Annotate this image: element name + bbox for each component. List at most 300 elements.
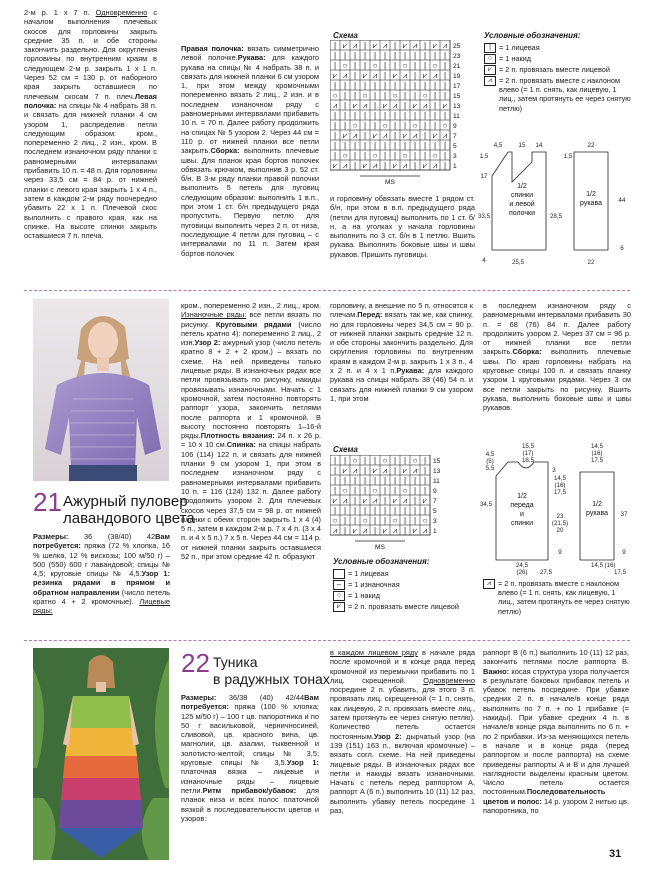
chart-stitch-symbol: | [433, 51, 437, 60]
chart-stitch-symbol: | [393, 141, 397, 150]
chart-stitch-symbol: ○ [432, 151, 438, 160]
chart-stitch-symbol: ⩗ [362, 71, 368, 80]
s2-front-label-0: 1/2 [517, 493, 527, 500]
chart-stitch-symbol: | [343, 141, 347, 150]
s2-legend-extra-label: = 2 п. провязать вместе с наклоном влево (= 1 п. снять, как лицевую, 1 лиц., затем протянуть ее через снятую петлю) [498, 579, 630, 616]
text-run: вязать симметрично левой полочке. [181, 44, 319, 63]
rainbow-tunic-illustration [33, 648, 169, 860]
chart-stitch-symbol: | [383, 476, 387, 485]
chart-stitch-symbol: | [413, 91, 417, 100]
chart-stitch-symbol: | [413, 476, 417, 485]
chart-stitch-symbol: | [393, 456, 397, 465]
chart-stitch-symbol: | [393, 131, 397, 140]
chart-stitch-symbol: | [393, 476, 397, 485]
s3-model-number: 22 [181, 648, 210, 678]
chart-stitch-symbol: | [353, 51, 357, 60]
chart-row-label: 13 [453, 103, 461, 110]
chart-stitch-symbol: ⩘ [352, 41, 358, 50]
chart-stitch-symbol: | [333, 121, 337, 130]
pattern-dimension-label: 14,5 [553, 475, 567, 482]
pattern-dimension-label: 15 [518, 142, 526, 149]
s1-knit-chart [330, 40, 470, 200]
pattern-dimension-label: 4,5 [493, 142, 503, 149]
text-run: Узор 1: [286, 758, 319, 768]
chart-stitch-symbol: | [333, 41, 337, 50]
chart-stitch-symbol: | [373, 526, 377, 535]
chart-stitch-symbol: ⩗ [332, 496, 338, 505]
text-run: Размеры: [33, 532, 69, 541]
text-run: (число петель кратно 4): попеременно 2 лиц., 2 изн. [181, 319, 321, 348]
chart-row-label: 5 [453, 143, 457, 150]
legend-row [333, 591, 483, 601]
text-run: Узор 2: [373, 731, 402, 741]
chart-ms-label: MS [375, 544, 385, 551]
chart-stitch-symbol: | [413, 486, 417, 495]
chart-stitch-symbol: | [443, 81, 447, 90]
s2-text-col1 [33, 532, 170, 622]
photo-rainbow-tunic [33, 648, 169, 860]
text-run: Последовательность цветов и полос: [483, 787, 606, 806]
chart-stitch-symbol: ⩗ [392, 71, 398, 80]
chart-stitch-symbol: | [373, 111, 377, 120]
legend-label: = 1 лицевая [499, 43, 540, 52]
chart-stitch-symbol: | [393, 41, 397, 50]
s2-pattern-diagram [480, 442, 632, 576]
chart-stitch-symbol: | [383, 71, 387, 80]
chart-stitch-symbol: | [333, 476, 337, 485]
pattern-dimension-label: 28,5 [549, 213, 563, 220]
chart-stitch-symbol: | [443, 141, 447, 150]
pattern-dimension-label: 14,5 [590, 562, 604, 569]
text-run: Вам потребуется: [33, 532, 170, 551]
text-run: в начале ряда после кромочной и в конце ряда перед кромочной из перемычки прибавить по 1 лиц. скрещенной. [330, 648, 475, 685]
chart-stitch-symbol: | [373, 91, 377, 100]
chart-stitch-symbol: | [343, 51, 347, 60]
s1-front-label-0: 1/2 [517, 183, 527, 190]
legend-label: = 2 п. провязать вместе лицевой [348, 602, 459, 611]
text-run: Размеры: [181, 693, 217, 702]
chart-stitch-symbol: | [423, 121, 427, 130]
chart-stitch-symbol: | [343, 516, 347, 525]
s1-text-col3 [330, 194, 475, 274]
chart-stitch-symbol: ○ [402, 151, 408, 160]
chart-stitch-symbol: | [363, 41, 367, 50]
text-run: в каждом лицевом ряду [330, 648, 418, 657]
text-run: 14 р. узором 2 нитью цв. папоротника, по [483, 796, 629, 816]
chart-stitch-symbol: | [353, 151, 357, 160]
s3-title-line1: Туника [213, 654, 258, 670]
chart-stitch-symbol: ⩘ [342, 71, 348, 80]
text-run: с началом выполнения плечевых скосов для горловины закрыть средние 35 п. и обе стороны закончить раздельно. Для округления горловины по внутренним краям в следующем 2-м р. закрыть 1 х 1 п. Через 52 см = 130 р. от наборного края закрыть оставшиеся по плечевым скосам 7 п. плеч. [24, 8, 157, 101]
pattern-dimension-label: (17) [522, 450, 534, 457]
chart-stitch-symbol: ⩗ [402, 41, 408, 50]
text-run: Одновременно [95, 8, 148, 17]
chart-row-label: 21 [453, 63, 461, 70]
chart-stitch-symbol: | [383, 61, 387, 70]
chart-stitch-symbol: | [413, 141, 417, 150]
text-run: Правая полочка: [181, 44, 244, 53]
chart-stitch-symbol: ○ [352, 121, 358, 130]
legend-row [484, 65, 634, 75]
chart-stitch-symbol: | [383, 496, 387, 505]
chart-stitch-symbol: ⩘ [442, 131, 448, 140]
s2-title-line2: лавандового цвета [63, 510, 195, 527]
chart-stitch-symbol: | [353, 161, 357, 170]
divider-1 [24, 290, 630, 291]
chart-stitch-symbol: | [403, 121, 407, 130]
chart-stitch-symbol: | [353, 111, 357, 120]
text-run: на спицы № 4 набрать 38 п. и связать для нижней планки 4 см узором 1, распределив петли следующим образом: кром., попеременно 2 лиц., 2 изн., кром. В последнем изнаночном ряду планки с равномерными интервалами прибавить 10 п. = 48 п. Для горловины через 33,5 см = 84 р. от нижней планки с левого края закрыть 1 х 4 п., затем в каждом 2-м ряду поочередно убавить 22 х 1 п. Плечевой скос выполнить с правого края, как на спинке. На высоте спинки закрыть оставшиеся 7 п. плеча. [24, 100, 157, 241]
chart-stitch-symbol: ○ [372, 61, 378, 70]
pattern-dimension-label: 1,5 [479, 153, 489, 160]
legend-label: = 1 накид [348, 591, 380, 600]
chart-stitch-symbol: ⩘ [362, 526, 368, 535]
pattern-dimension-label: 22 [587, 142, 595, 149]
text-run: для каждого рукава на спицы № 4 набрать 38 п. и связать для нижней планки 6 см узором 1, при этом между кромочными попеременно вязать 2 лиц., 2 изн. и в последнем изнаночном ряду с равномерными интервалами прибавить 10 п. = 70 п. Далее работу продолжить на спицах № 5 узором 2. Через 44 см = 110 р. от нижней планки все петли закрыть. [181, 53, 319, 156]
chart-stitch-symbol: | [383, 141, 387, 150]
chart-stitch-symbol: | [363, 51, 367, 60]
chart-stitch-symbol: | [423, 486, 427, 495]
pattern-dimension-label: (16) [591, 450, 603, 457]
chart-stitch-symbol: ⩗ [342, 41, 348, 50]
chart-stitch-symbol: | [383, 161, 387, 170]
s3-text-col2 [330, 648, 475, 863]
chart-stitch-symbol: | [403, 141, 407, 150]
chart-stitch-symbol: ⩘ [402, 161, 408, 170]
pattern-dimension-label: 20 [556, 527, 564, 534]
chart-stitch-symbol: | [363, 61, 367, 70]
text-run: Сборка: [210, 146, 240, 156]
chart-stitch-symbol: | [393, 61, 397, 70]
chart-row-label: 9 [453, 123, 457, 130]
pattern-dimension-label: (5) [486, 458, 494, 465]
chart-stitch-symbol: | [413, 496, 417, 505]
text-run: для планок низа и всех полос платочной вязкой в последовательности цветов и узоров: [181, 785, 319, 823]
chart-stitch-symbol: ⩘ [372, 161, 378, 170]
chart-stitch-symbol: | [333, 131, 337, 140]
legend-label: = 1 накид [499, 54, 531, 63]
chart-stitch-symbol: ⩗ [432, 131, 438, 140]
chart-row-label: 13 [433, 468, 441, 475]
chart-stitch-symbol: | [373, 141, 377, 150]
s2-text-col2 [181, 301, 321, 631]
chart-stitch-symbol: ⩘ [412, 466, 418, 475]
pattern-dimension-label: 24,5 [515, 562, 529, 569]
chart-stitch-symbol: ○ [372, 151, 378, 160]
chart-stitch-symbol: ⩗ [352, 101, 358, 110]
divider-2 [24, 640, 630, 641]
chart-stitch-symbol: | [353, 141, 357, 150]
chart-stitch-symbol: | [413, 71, 417, 80]
chart-stitch-symbol: | [403, 476, 407, 485]
chart-stitch-symbol: ⩗ [422, 161, 428, 170]
text-run: Вам потребуется: [181, 693, 319, 712]
chart-stitch-symbol: | [423, 506, 427, 515]
chart-stitch-symbol: | [353, 486, 357, 495]
chart-stitch-symbol: ○ [402, 61, 408, 70]
chart-stitch-symbol: | [333, 81, 337, 90]
chart-stitch-symbol: | [423, 141, 427, 150]
chart-stitch-symbol: | [433, 91, 437, 100]
text-run: 2-м р. 1 х 7 п. [24, 8, 96, 17]
chart-stitch-symbol: | [333, 466, 337, 475]
legend-row [333, 602, 483, 612]
chart-stitch-symbol: | [383, 486, 387, 495]
chart-stitch-symbol: ○ [412, 121, 418, 130]
chart-stitch-symbol: | [433, 141, 437, 150]
legend-label: = 2 п. провязать вместе с наклоном влево (= 1 п. снять, как лицевую, 1 лиц., затем протянуть ее через снятую петлю) [499, 76, 631, 113]
legend-symbol-icon: ⩗ [333, 602, 345, 612]
chart-stitch-symbol: | [343, 81, 347, 90]
s2-front-label-2: и [520, 511, 524, 518]
chart-stitch-symbol: | [373, 476, 377, 485]
chart-stitch-symbol: | [353, 516, 357, 525]
text-run: Изнаночные ряды: [181, 310, 247, 320]
text-run: пряжа (100 % хлопка; 125 м/50 г) – 100 г цв. папоротника и по 50 г васильковой, черничносиней, сливовой, цв. красного вина, цв. магнолии, цв. азалии, тыквенной и золотисто-желтой; спицы № 3,5; круговые спицы № 3,5. [181, 702, 319, 768]
lavender-pullover-illustration [33, 299, 169, 481]
chart-stitch-symbol: | [363, 141, 367, 150]
chart-stitch-symbol: | [363, 456, 367, 465]
chart-stitch-symbol: | [363, 506, 367, 515]
chart-stitch-symbol: | [403, 101, 407, 110]
chart-stitch-symbol: | [333, 111, 337, 120]
chart-stitch-symbol: ⩗ [332, 161, 338, 170]
chart-stitch-symbol: ⩗ [372, 131, 378, 140]
chart-stitch-symbol: ⩗ [422, 71, 428, 80]
text-run: горловину, а внешние по 5 п. относятся к плечам. [330, 301, 473, 320]
chart-stitch-symbol: | [353, 506, 357, 515]
chart-stitch-symbol: | [403, 456, 407, 465]
chart-stitch-symbol: | [373, 506, 377, 515]
pattern-dimension-label: 14 [535, 142, 543, 149]
chart-stitch-symbol: | [373, 456, 377, 465]
chart-stitch-symbol: ⩗ [342, 131, 348, 140]
chart-stitch-symbol: ⩗ [392, 496, 398, 505]
s2-legend-title: Условные обозначения: [333, 557, 430, 566]
chart-stitch-symbol: ○ [342, 151, 348, 160]
legend-row [484, 76, 634, 113]
s2-front-label-3: спинки [510, 520, 534, 527]
text-run: в последнем изнаночном ряду с равномерными интервалами прибавить 30 п. = 68 (76) 84 п. Далее работу продолжить узором 2. Через 37 см = 96 р. от нижней планки все петли закрыть. [483, 301, 631, 357]
text-run: 36 (38/40) 42 [68, 532, 156, 541]
text-run: выполнить плечевые швы. По краю горловины набрать на круговые спицы 100 п. и связать планку узором 1 круговыми рядами. Через 3 см все петли закрыть по рисунку. Вшить рукава, выполнить боковые швы и швы рукавов. [483, 347, 631, 413]
legend-symbol-icon: | [484, 43, 496, 53]
chart-stitch-symbol: ⩗ [332, 71, 338, 80]
chart-row-label: 11 [433, 478, 440, 485]
chart-stitch-symbol: ○ [382, 121, 388, 130]
pattern-dimension-label: 33,5 [478, 213, 491, 220]
chart-stitch-symbol: | [393, 121, 397, 130]
chart-stitch-symbol: | [343, 476, 347, 485]
pattern-dimension-label: 17 [480, 173, 488, 180]
chart-stitch-symbol: ⩗ [432, 41, 438, 50]
chart-stitch-symbol: | [363, 111, 367, 120]
pattern-dimension-label: 6 [620, 245, 624, 252]
chart-row-label: 23 [453, 53, 461, 60]
pattern-dimension-label: (21,5) [551, 520, 569, 527]
pattern-dimension-label: (16) [554, 482, 566, 489]
chart-stitch-symbol: | [343, 91, 347, 100]
chart-stitch-symbol: | [403, 506, 407, 515]
legend-row [484, 43, 634, 53]
s2-knit-chart [330, 455, 460, 555]
chart-stitch-symbol: | [443, 71, 447, 80]
chart-stitch-symbol: ⩗ [412, 526, 418, 535]
text-run: платочная вязка – лицевые и изнаночные ряды – лицевые петли. [181, 767, 319, 795]
pattern-dimension-label: 34,5 [480, 501, 493, 508]
chart-stitch-symbol: ⩗ [372, 466, 378, 475]
photo-lavender-pullover [33, 299, 169, 481]
chart-stitch-symbol: | [333, 151, 337, 160]
pattern-dimension-label: 15,5 [521, 443, 535, 450]
text-run: Перед: [357, 310, 383, 320]
chart-stitch-symbol: ⩘ [382, 131, 388, 140]
chart-stitch-symbol: ⩗ [352, 526, 358, 535]
chart-stitch-symbol: ○ [382, 456, 388, 465]
s3-text-col3 [483, 648, 629, 840]
chart-stitch-symbol: | [403, 81, 407, 90]
chart-stitch-symbol: | [393, 466, 397, 475]
chart-stitch-symbol: | [423, 476, 427, 485]
chart-stitch-symbol: | [353, 61, 357, 70]
chart-stitch-symbol: | [423, 61, 427, 70]
chart-stitch-symbol: ○ [342, 486, 348, 495]
chart-stitch-symbol: | [383, 91, 387, 100]
text-run: выполнить плечевые швы. Для планок края бортов полочек обвязать крючком, выполнив 3 р. 52 ст. б/н. В 3-м ряду планки правой полочки выполнить 5 петель для пуговиц следующим образом: выполнить 1 в.п., при этом 1 ст. б/н предыдущего ряда пропустить. Первую петлю для пуговицы выполнить через 2 п. от низа, последующие 4 петли для пуговиц – с интервалами по 11 п. Затем края бортов полочек [181, 146, 319, 258]
chart-row-label: 15 [453, 93, 461, 100]
chart-stitch-symbol: | [443, 61, 447, 70]
chart-row-label: 9 [433, 488, 437, 495]
chart-row-label: 1 [433, 528, 437, 535]
chart-stitch-symbol: | [363, 476, 367, 485]
chart-stitch-symbol: | [343, 506, 347, 515]
chart-stitch-symbol: | [383, 516, 387, 525]
chart-stitch-symbol: ⩘ [432, 71, 438, 80]
text-run: Левая полочка: [24, 91, 157, 110]
chart-stitch-symbol: ○ [392, 516, 398, 525]
text-run: Рукава: [396, 366, 425, 376]
chart-stitch-symbol: | [373, 121, 377, 130]
chart-stitch-symbol: ○ [392, 91, 398, 100]
chart-stitch-symbol: ○ [432, 61, 438, 70]
chart-stitch-symbol: ⩘ [422, 526, 428, 535]
chart-stitch-symbol: ○ [342, 61, 348, 70]
legend-row [333, 569, 483, 579]
s2-sleeve-label-0: 1/2 [592, 501, 602, 508]
chart-stitch-symbol: | [423, 131, 427, 140]
text-run: Узор 2: [194, 338, 221, 348]
pattern-dimension-label: 9 [622, 549, 626, 556]
chart-stitch-symbol: | [353, 71, 357, 80]
chart-row-label: 15 [433, 458, 441, 465]
text-run: Важно: [483, 666, 510, 676]
chart-stitch-symbol: | [363, 486, 367, 495]
chart-stitch-symbol: ⩘ [442, 41, 448, 50]
chart-stitch-symbol: ⩘ [412, 41, 418, 50]
chart-stitch-symbol: | [333, 61, 337, 70]
chart-stitch-symbol: | [383, 151, 387, 160]
text-run: пряжа (72 % хлопка, 16 % шелка, 12 % вискозы; 100 м/50 г) – 500 (550) 600 г лавандовой; спицы № 4,5; круговые спицы № 4,5. [33, 541, 170, 579]
chart-stitch-symbol: | [393, 486, 397, 495]
text-run: для каждого рукава на спицы набрать 38 (46) 54 п. и связать для нижней планки 9 см узором 1, при этом [330, 366, 473, 403]
pattern-dimension-label: 9 [558, 549, 562, 556]
legend-symbol-icon: ⩘ [484, 76, 496, 86]
pattern-dimension-label: 3 [552, 467, 556, 474]
chart-stitch-symbol: | [373, 101, 377, 110]
chart-stitch-symbol: | [343, 111, 347, 120]
s1-legend-title: Условные обозначения: [484, 31, 581, 40]
chart-stitch-symbol: ⩗ [382, 526, 388, 535]
chart-stitch-symbol: ⩗ [392, 161, 398, 170]
text-run: посредине 2 п. убавить, для этого 3 п. провязать лиц. скрещенной (= 1 п. снять, как лицевую, 2 п. провязать вместе лиц., затем протянуть ее через снятую петлю). Количество петель остается постоянным. [330, 685, 475, 741]
chart-stitch-symbol: | [443, 111, 447, 120]
chart-stitch-symbol: ⩗ [412, 101, 418, 110]
chart-stitch-symbol: ⩘ [342, 161, 348, 170]
chart-stitch-symbol: | [423, 456, 427, 465]
chart-stitch-symbol: ⩘ [402, 71, 408, 80]
text-run: 36/38 (40) 42/44 [216, 693, 305, 702]
chart-stitch-symbol: ○ [362, 91, 368, 100]
s1-sleeve-label-0: 1/2 [586, 191, 596, 198]
chart-stitch-symbol: ⩗ [362, 161, 368, 170]
chart-stitch-symbol: | [413, 506, 417, 515]
chart-stitch-symbol: | [363, 151, 367, 160]
s2-title [63, 493, 195, 527]
chart-row-label: 5 [433, 508, 437, 515]
chart-stitch-symbol: ⩘ [412, 131, 418, 140]
text-run: кром., попеременно 2 изн., 2 лиц., кром. [181, 301, 321, 310]
chart-stitch-symbol: | [403, 526, 407, 535]
pattern-dimension-label: 17,5 [590, 457, 604, 464]
text-run: Рукава: [237, 53, 266, 63]
chart-row-label: 19 [453, 73, 461, 80]
chart-stitch-symbol: ○ [372, 486, 378, 495]
text-run: все петли вязать по рисунку. [181, 310, 321, 329]
pattern-dimension-label: 27,5 [539, 569, 553, 576]
text-run: косая структура узора получается в результате боковых прибавок петель и убавок петель посредине. При убавке средних 2 п. в начале/в конце ряда выполнить по 7 п. + по 1 прибавке (= накиды). При убавке средних 4 п. в начале/в конце ряда выполнить по 6 п. + по 2 прибавки. Из-за меняющихся петель в начале и в конце ряда (перед раппортом и после раппорта) на схеме приведены раппорты A и B и для лучшей наглядности выделены красным цветом. Число петель остается постоянным. [483, 666, 629, 797]
chart-row-label: 11 [453, 113, 460, 120]
s2-title-line1: Ажурный пуловер [63, 493, 188, 510]
legend-symbol-icon: – [333, 580, 345, 590]
chart-stitch-symbol: ⩘ [342, 496, 348, 505]
chart-row-label: 25 [453, 43, 461, 50]
chart-stitch-symbol: | [433, 121, 437, 130]
text-run: (число петель кратно 4 + 2 кромочные). [33, 587, 170, 607]
s1-sleeve-label-1: рукава [580, 200, 602, 207]
pattern-dimension-label: 18,5 [521, 457, 535, 464]
text-run: на спицы набрать 106 (114) 122 п. и связать для нижней планки 9 см узором 1, при этом в последнем изнаночном ряду с равномерными интервалами прибавить 10 п. = 116 (124) 132 п. Далее работу продолжить узором 2. Для плечевых скосов через 37,5 см = 98 р. от нижней планки с обеих сторон закрыть 1 х 4 (4) 5 п., затем в каждом 2-м р. 7 х 4 п. (3 х 4 п. и 4 х 5 п.) 7 х 5 п. Через 44 см = 114 р. от нижней планки закрыть оставшиеся 52 п., при этом средние 42 п. образуют [181, 440, 321, 562]
s1-pattern-diagram [478, 138, 638, 268]
chart-stitch-symbol: | [423, 111, 427, 120]
chart-stitch-symbol: | [363, 466, 367, 475]
legend-symbol-icon [333, 569, 345, 579]
chart-stitch-symbol: ⩘ [382, 41, 388, 50]
s1-text-col1 [24, 8, 157, 270]
legend-label: = 2 п. провязать вместе лицевой [499, 65, 610, 74]
s1-front-label-1: спинки [510, 192, 534, 199]
page-number: 31 [609, 848, 622, 860]
chart-stitch-symbol: | [363, 81, 367, 90]
chart-stitch-symbol: | [413, 151, 417, 160]
chart-stitch-symbol: | [433, 81, 437, 90]
chart-stitch-symbol: | [393, 51, 397, 60]
chart-stitch-symbol: | [403, 111, 407, 120]
chart-stitch-symbol: | [343, 526, 347, 535]
chart-stitch-symbol: | [353, 496, 357, 505]
pattern-dimension-label: 5,5 [485, 465, 495, 472]
chart-stitch-symbol: | [383, 81, 387, 90]
legend-symbol-icon: ⩗ [484, 65, 496, 75]
